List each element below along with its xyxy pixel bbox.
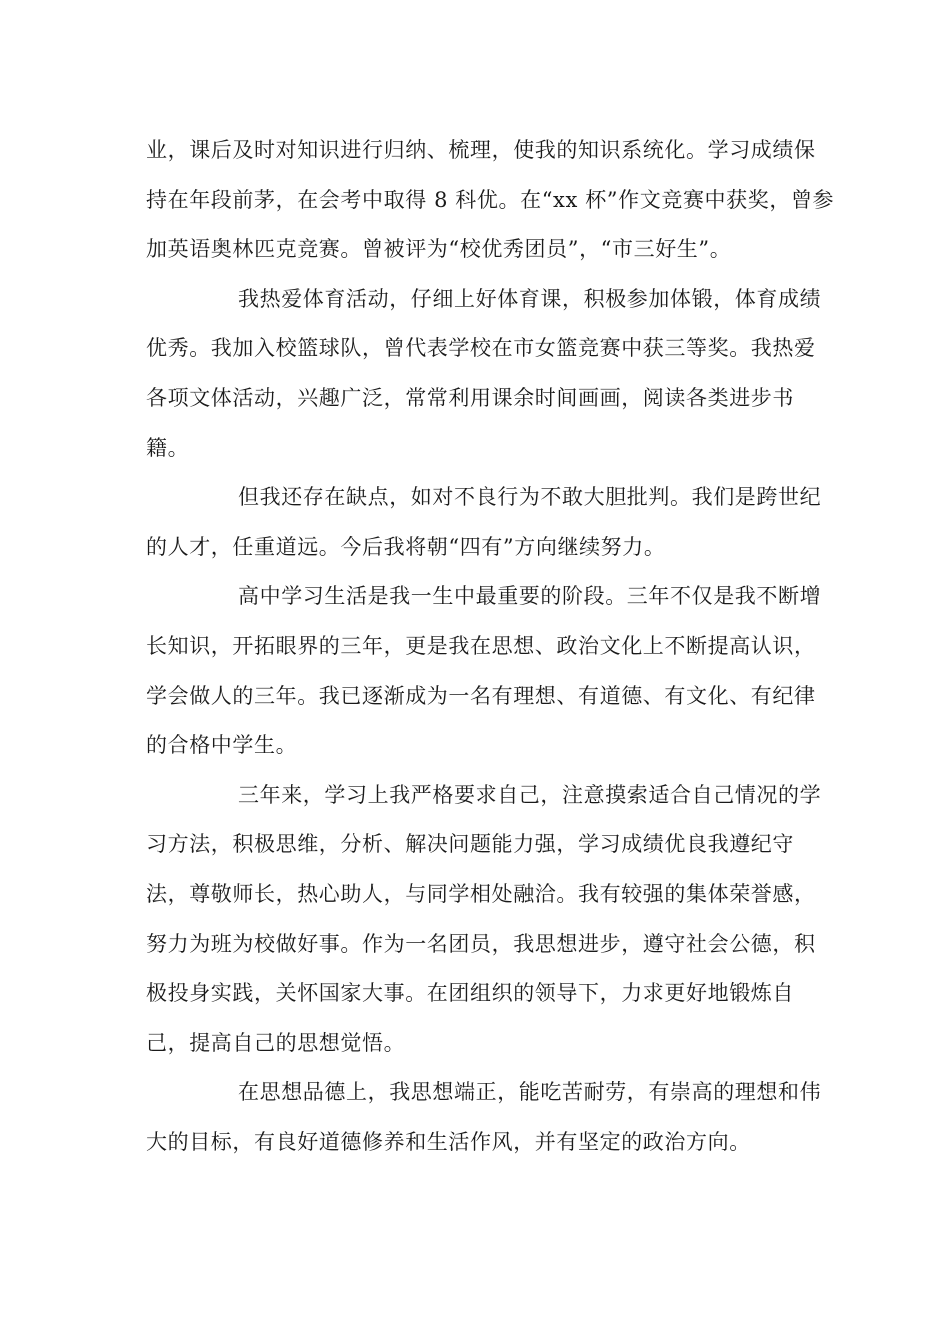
paragraph-5: 三年来，学习上我严格要求自己，注意摸索适合自己情况的学习方法，积极思维，分析、解决问题能力强，学习成绩优良我遵纪守法，尊敬师长，热心助人，与同学相处融洽。我有较强的集体荣誉感，努力为班为校做好事。作为一名团员，我思想进步，遵守社会公德，积极投身实践，关怀国家大事。在团组织的领导下，力求更好地锻炼自己，提高自己的思想觉悟。 xyxy=(146,782,822,1055)
paragraph-3: 但我还存在缺点，如对不良行为不敢大胆批判。我们是跨世纪的人才，任重道远。今后我将朝“四有”方向继续努力。 xyxy=(146,485,822,559)
paragraph-6: 在思想品德上，我思想端正，能吃苦耐劳，有崇高的理想和伟大的目标，有良好道德修养和生活作风，并有坚定的政治方向。 xyxy=(146,1080,822,1154)
document-body xyxy=(146,126,836,1167)
paragraph-2: 我热爱体育活动，仔细上好体育课，积极参加体锻，体育成绩优秀。我加入校篮球队，曾代表学校在市女篮竞赛中获三等奖。我热爱各项文体活动，兴趣广泛，常常利用课余时间画画，阅读各类进步书籍。 xyxy=(146,286,822,460)
paragraph-1: 业，课后及时对知识进行归纳、梳理，使我的知识系统化。学习成绩保持在年段前茅，在会考中取得 8 科优。在“xx 杯”作文竞赛中获奖，曾参加英语奥林匹克竞赛。曾被评为“校优秀团员”，“市三好生”。 xyxy=(146,138,835,262)
paragraph-4: 高中学习生活是我一生中最重要的阶段。三年不仅是我不断增长知识，开拓眼界的三年，更是我在思想、政治文化上不断提高认识，学会做人的三年。我已逐渐成为一名有理想、有道德、有文化、有纪律的合格中学生。 xyxy=(146,584,822,758)
